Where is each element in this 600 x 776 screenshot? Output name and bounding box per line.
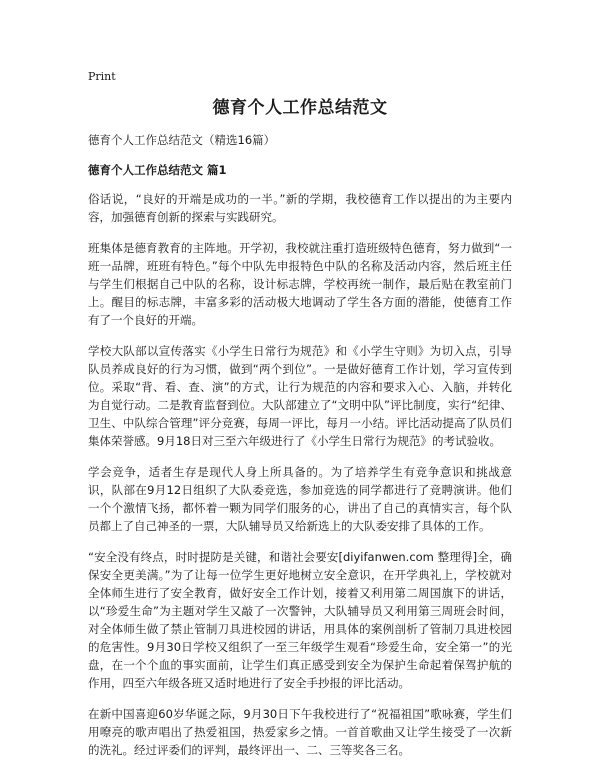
paragraph-4: 学会竞争，适者生存是现代人身上所具备的。为了培养学生有竞争意识和挑战意识，队部在9月12日组织了大队委竞选，参加竞选的同学都进行了竞聘演讲。他们一个个激情飞扬，都怀着一颗为同学们服务的心，讲出了自己的真情实言，每个队员都上了自己神圣的一票，大队辅导员又给新选上的大队委安排了具体的工作。 [88,465,512,533]
section-heading: 德育个人工作总结范文 篇1 [88,163,227,177]
paragraph-3: 学校大队部以宣传落实《小学生日常行为规范》和《小学生守则》为切入点，引导队员养成良好的行为习惯，做到“两个到位”。一是做好德育工作计划，学习宣传到位。采取“背、看、查、演”的方式，让行为规范的内容和要求入心、入脑，并转化为自觉行动。二是教育监督到位。大队部建立了“文明中队”评比制度，实行“纪律、卫生、中队综合管理”评分竞赛，每周一评比，每月一小结。评比活动提高了队员们集体荣誉感。9月18日对三至六年级进行了《小学生日常行为规范》的考试验收。 [88,344,512,448]
paragraph-6: 在新中国喜迎60岁华诞之际，9月30日下午我校进行了“祝福祖国”歌咏赛，学生们用嘹亮的歌声唱出了热爱祖国，热爱家乡之情。一首首歌曲又让学生接受了一次新的洗礼。经过评委们的评判，最终评出一、二、三等奖各三名。 [88,707,512,757]
paragraph-1: 俗话说，“良好的开端是成功的一半。”新的学期，我校德育工作以提出的为主要内容，加强德育创新的探索与实践研究。 [88,192,512,224]
page-title: 德育个人工作总结范文 [212,98,388,118]
paragraph-5: “安全没有终点，时时提防是关键，和谐社会要安[diyifanwen.com 整理得]全，确保安全更美满。”为了让每一位学生更好地树立安全意识，在开学典礼上，学校就对全体师生进行了安全教育，做好安全工作计划，接着又利用第二周国旗下的讲话，以“珍爱生命”为主题对学生又敲了一次警钟，大队辅导员又利用第三周班会时间，对全体师生做了禁止管制刀具进校园的讲话，用具体的案例剖析了管制刀具进校园的危害性。9月30日学校又组织了一至三年级学生观看“珍爱生命，安全第一”的光盘，在一个个血的事实面前，让学生们真正感受到安全为保护生命起着保驾护航的作用，四至六年级各班又适时地进行了安全手抄报的评比活动。 [88,550,512,690]
document-subtitle: 德育个人工作总结范文（精选16篇） [88,133,276,147]
print-label[interactable]: Print [88,70,116,83]
paragraph-2: 班集体是德育教育的主阵地。开学初，我校就注重打造班级特色德育，努力做到“一班一品牌，班班有特色。”每个中队先申报特色中队的名称及活动内容，然后班主任与学生们根据自己中队的名称，设计标志牌，学校再统一制作，最后贴在教室前门上。醒目的标志牌，丰富多彩的活动极大地调动了学生各方面的潜能，使德育工作有了一个良好的开端。 [88,241,512,327]
